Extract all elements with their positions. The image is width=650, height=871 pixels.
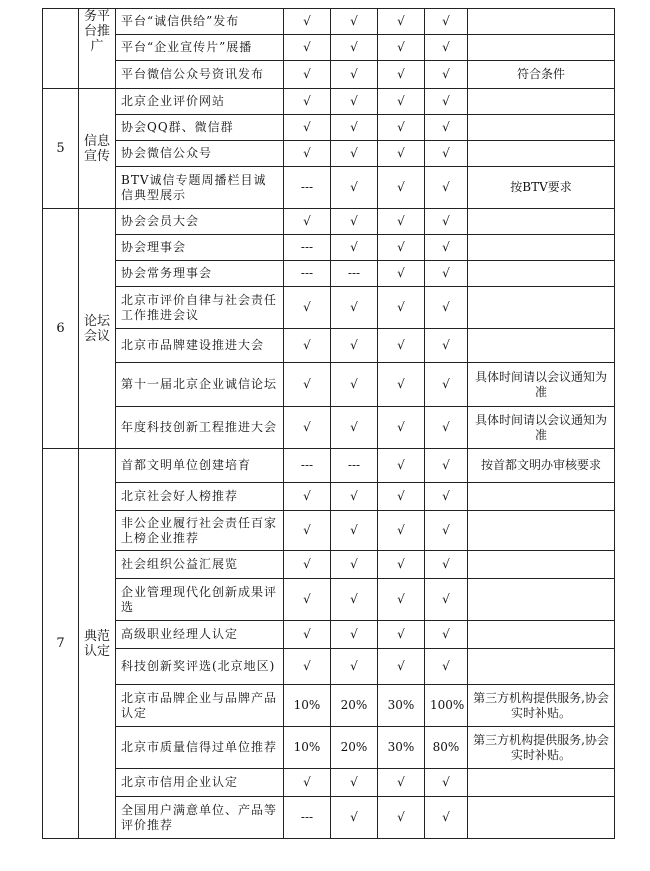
tier-mark: √ — [378, 363, 425, 407]
remark — [468, 89, 615, 115]
tier-mark: √ — [331, 649, 378, 685]
remark — [468, 35, 615, 61]
tier-mark: √ — [378, 483, 425, 511]
table-row — [43, 685, 615, 727]
group-category: 典范认定 — [79, 449, 116, 839]
tier-mark: √ — [425, 261, 468, 287]
service-item: 协会常务理事会 — [116, 261, 284, 287]
tier-mark: √ — [425, 649, 468, 685]
tier-mark: √ — [284, 363, 331, 407]
group-number — [43, 9, 79, 89]
table-row — [43, 579, 615, 621]
service-item: 北京市信用企业认定 — [116, 769, 284, 797]
tier-mark: √ — [284, 35, 331, 61]
tier-mark: 100% — [425, 685, 468, 727]
tier-mark: --- — [284, 261, 331, 287]
tier-mark: √ — [425, 449, 468, 483]
tier-mark: √ — [284, 287, 331, 329]
table-row — [43, 621, 615, 649]
tier-mark: 30% — [378, 685, 425, 727]
tier-mark: 20% — [331, 685, 378, 727]
tier-mark: √ — [284, 209, 331, 235]
service-item: BTV诚信专题周播栏目诚信典型展示 — [116, 167, 284, 209]
tier-mark: √ — [378, 407, 425, 449]
tier-mark: --- — [284, 167, 331, 209]
service-item: 北京企业评价网站 — [116, 89, 284, 115]
tier-mark: √ — [425, 35, 468, 61]
tier-mark: --- — [284, 235, 331, 261]
table-row — [43, 261, 615, 287]
tier-mark: √ — [425, 797, 468, 839]
tier-mark: √ — [331, 287, 378, 329]
table-row — [43, 115, 615, 141]
table-row — [43, 9, 615, 35]
service-item: 社会组织公益汇展览 — [116, 551, 284, 579]
tier-mark: √ — [378, 287, 425, 329]
tier-mark: √ — [425, 621, 468, 649]
service-item: 北京市评价自律与社会责任工作推进会议 — [116, 287, 284, 329]
service-item: 首都文明单位创建培育 — [116, 449, 284, 483]
remark: 按BTV要求 — [468, 167, 615, 209]
tier-mark: √ — [284, 769, 331, 797]
tier-mark: √ — [284, 115, 331, 141]
tier-mark: √ — [425, 511, 468, 551]
service-item: 平台“诚信供给”发布 — [116, 9, 284, 35]
tier-mark: √ — [378, 329, 425, 363]
service-item: 非公企业履行社会责任百家上榜企业推荐 — [116, 511, 284, 551]
tier-mark: √ — [425, 287, 468, 329]
tier-mark: √ — [284, 89, 331, 115]
table-row — [43, 727, 615, 769]
tier-mark: 30% — [378, 727, 425, 769]
table-row — [43, 363, 615, 407]
tier-mark: √ — [425, 9, 468, 35]
tier-mark: √ — [425, 89, 468, 115]
tier-mark: --- — [331, 261, 378, 287]
table-row — [43, 167, 615, 209]
tier-mark: √ — [378, 649, 425, 685]
remark: 第三方机构提供服务,协会实时补贴。 — [468, 727, 615, 769]
tier-mark: √ — [378, 61, 425, 89]
tier-mark: √ — [425, 579, 468, 621]
tier-mark: √ — [284, 551, 331, 579]
service-item: 年度科技创新工程推进大会 — [116, 407, 284, 449]
table-row — [43, 209, 615, 235]
tier-mark: √ — [331, 89, 378, 115]
tier-mark: √ — [331, 407, 378, 449]
remark — [468, 649, 615, 685]
tier-mark: √ — [378, 797, 425, 839]
remark: 按首都文明办审核要求 — [468, 449, 615, 483]
table-row — [43, 141, 615, 167]
table-row — [43, 407, 615, 449]
remark — [468, 287, 615, 329]
service-item: 北京市质量信得过单位推荐 — [116, 727, 284, 769]
tier-mark: √ — [284, 579, 331, 621]
remark — [468, 115, 615, 141]
tier-mark: √ — [331, 61, 378, 89]
tier-mark: √ — [378, 9, 425, 35]
tier-mark: √ — [331, 235, 378, 261]
tier-mark: √ — [331, 329, 378, 363]
tier-mark: √ — [425, 61, 468, 89]
tier-mark: --- — [284, 797, 331, 839]
service-item: 高级职业经理人认定 — [116, 621, 284, 649]
tier-mark: √ — [331, 551, 378, 579]
tier-mark: √ — [425, 209, 468, 235]
remark: 具体时间请以会议通知为准 — [468, 407, 615, 449]
tier-mark: √ — [331, 35, 378, 61]
tier-mark: √ — [331, 483, 378, 511]
table-row — [43, 769, 615, 797]
tier-mark: √ — [331, 579, 378, 621]
tier-mark: √ — [284, 407, 331, 449]
tier-mark: √ — [284, 483, 331, 511]
tier-mark: √ — [378, 35, 425, 61]
tier-mark: √ — [378, 209, 425, 235]
remark — [468, 797, 615, 839]
tier-mark: √ — [425, 407, 468, 449]
table-row — [43, 797, 615, 839]
remark — [468, 551, 615, 579]
tier-mark: √ — [378, 579, 425, 621]
tier-mark: √ — [284, 621, 331, 649]
tier-mark: √ — [331, 141, 378, 167]
tier-mark: √ — [425, 769, 468, 797]
group-category: 务平台推广 — [79, 9, 116, 89]
tier-mark: 10% — [284, 727, 331, 769]
service-item: 企业管理现代化创新成果评选 — [116, 579, 284, 621]
group-category: 论坛会议 — [79, 209, 116, 449]
remark — [468, 261, 615, 287]
tier-mark: √ — [378, 449, 425, 483]
table-row — [43, 35, 615, 61]
tier-mark: √ — [331, 167, 378, 209]
tier-mark: 80% — [425, 727, 468, 769]
tier-mark: √ — [331, 9, 378, 35]
tier-mark: √ — [331, 363, 378, 407]
tier-mark: √ — [331, 115, 378, 141]
tier-mark: √ — [331, 621, 378, 649]
remark — [468, 141, 615, 167]
table-row — [43, 235, 615, 261]
service-item: 协会微信公众号 — [116, 141, 284, 167]
service-item: 北京市品牌企业与品牌产品认定 — [116, 685, 284, 727]
remark — [468, 483, 615, 511]
table-row — [43, 511, 615, 551]
tier-mark: √ — [331, 209, 378, 235]
tier-mark: √ — [284, 61, 331, 89]
group-number: 5 — [43, 89, 79, 209]
remark — [468, 769, 615, 797]
remark — [468, 235, 615, 261]
tier-mark: 10% — [284, 685, 331, 727]
remark — [468, 329, 615, 363]
tier-mark: √ — [378, 551, 425, 579]
service-item: 北京市品牌建设推进大会 — [116, 329, 284, 363]
service-item: 平台“企业宣传片”展播 — [116, 35, 284, 61]
remark — [468, 621, 615, 649]
remark: 第三方机构提供服务,协会实时补贴。 — [468, 685, 615, 727]
tier-mark: √ — [425, 551, 468, 579]
remark — [468, 209, 615, 235]
tier-mark: √ — [378, 89, 425, 115]
tier-mark: 20% — [331, 727, 378, 769]
tier-mark: √ — [378, 261, 425, 287]
tier-mark: √ — [331, 511, 378, 551]
tier-mark: √ — [425, 363, 468, 407]
tier-mark: √ — [425, 235, 468, 261]
tier-mark: √ — [378, 511, 425, 551]
table-row — [43, 551, 615, 579]
tier-mark: √ — [378, 141, 425, 167]
service-item: 协会理事会 — [116, 235, 284, 261]
remark — [468, 511, 615, 551]
table-row — [43, 649, 615, 685]
service-item: 平台微信公众号资讯发布 — [116, 61, 284, 89]
table-row — [43, 449, 615, 483]
group-number: 7 — [43, 449, 79, 839]
service-item: 协会QQ群、微信群 — [116, 115, 284, 141]
tier-mark: √ — [284, 511, 331, 551]
tier-mark: √ — [378, 115, 425, 141]
table-row — [43, 329, 615, 363]
tier-mark: √ — [425, 115, 468, 141]
service-table — [42, 8, 615, 839]
service-item: 北京社会好人榜推荐 — [116, 483, 284, 511]
service-item: 全国用户满意单位、产品等评价推荐 — [116, 797, 284, 839]
tier-mark: --- — [284, 449, 331, 483]
tier-mark: √ — [284, 141, 331, 167]
group-number: 6 — [43, 209, 79, 449]
tier-mark: √ — [378, 621, 425, 649]
group-category: 信息宣传 — [79, 89, 116, 209]
tier-mark: √ — [284, 9, 331, 35]
remark: 符合条件 — [468, 61, 615, 89]
table-row — [43, 483, 615, 511]
tier-mark: √ — [378, 769, 425, 797]
tier-mark: √ — [284, 649, 331, 685]
tier-mark: √ — [331, 797, 378, 839]
tier-mark: √ — [425, 167, 468, 209]
service-item: 协会会员大会 — [116, 209, 284, 235]
tier-mark: --- — [331, 449, 378, 483]
tier-mark: √ — [425, 483, 468, 511]
tier-mark: √ — [378, 167, 425, 209]
table-row — [43, 287, 615, 329]
table-row — [43, 89, 615, 115]
remark — [468, 579, 615, 621]
service-item: 科技创新奖评选(北京地区) — [116, 649, 284, 685]
tier-mark: √ — [284, 329, 331, 363]
tier-mark: √ — [378, 235, 425, 261]
remark: 具体时间请以会议通知为准 — [468, 363, 615, 407]
remark — [468, 9, 615, 35]
tier-mark: √ — [425, 329, 468, 363]
table-row — [43, 61, 615, 89]
service-item: 第十一届北京企业诚信论坛 — [116, 363, 284, 407]
tier-mark: √ — [331, 769, 378, 797]
tier-mark: √ — [425, 141, 468, 167]
